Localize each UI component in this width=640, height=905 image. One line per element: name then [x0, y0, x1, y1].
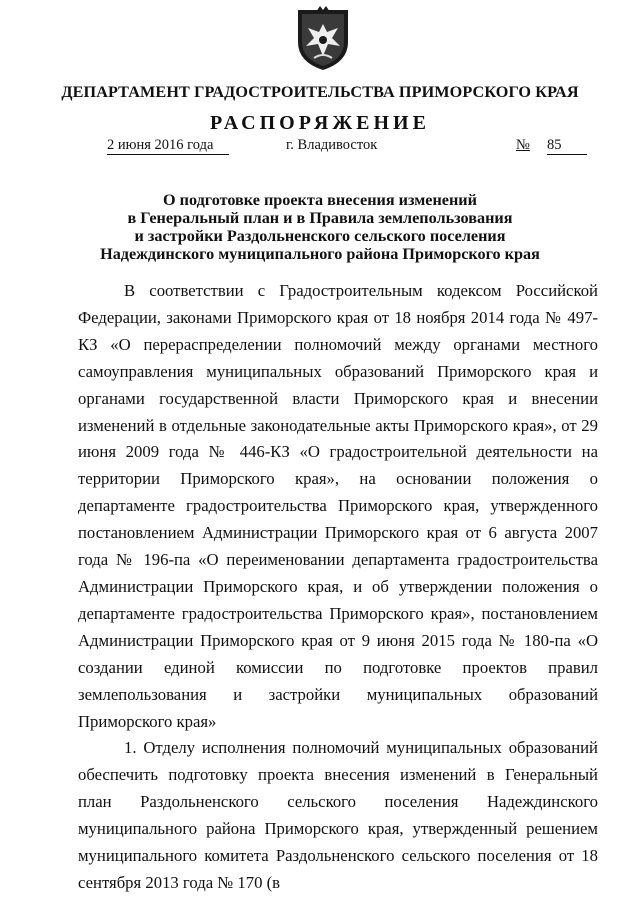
primorsky-krai-coat-of-arms-icon [294, 6, 352, 72]
preamble-paragraph: В соответствии с Градостроительным кодексом Российской Федерации, законами Приморского края от 18 ноября 2014 года № 497-КЗ «О перераспределении полномочий между органами местного самоуправления муниципальных образований Приморского края и органами государственной власти Приморского края и внесении изменений в отдельные законодательные акты Приморского края», от 29 июня 2009 года № 446-КЗ «О градостроительной деятельности на территории Приморского края», на основании положения о департаменте градостроительства Приморского края, утвержденного постановлением Администрации Приморского края от 6 августа 2007 года № 196-па «О переименовании департамента градостроительства Администрации Приморского края, и об утверждении положения о департаменте градостроительства Приморского края», постановлением Администрации Приморского края от 9 июня 2015 года № 180-па «О создании единой комиссии по подготовке проектов правил землепользования и застройки муниципальных образований Приморского края» [78, 281, 598, 731]
title-line: Надеждинского муниципального района Приморского края [100, 245, 540, 263]
title-line: в Генеральный план и в Правила землепользования [127, 209, 513, 227]
document-city: г. Владивосток [286, 137, 378, 153]
document-number-label: № [516, 137, 530, 153]
item-1-paragraph: 1. Отделу исполнения полномочий муниципальных образований обеспечить подготовку проекта внесения изменений в Генеральный план Раздольненского сельского поселения Надеждинского муниципального района Приморского края, утвержденный решением муниципального комитета Раздольненского сельского поселения от 18 сентября 2013 года № 170 (в [78, 738, 598, 892]
document-date: 2 июня 2016 года [107, 137, 229, 155]
document-number: 85 [547, 137, 587, 155]
department-name: ДЕПАРТАМЕНТ ГРАДОСТРОИТЕЛЬСТВА ПРИМОРСКОГО КРАЯ [61, 83, 579, 101]
document-type: РАСПОРЯЖЕНИЕ [210, 112, 430, 134]
document-body [78, 278, 598, 897]
title-line: и застройки Раздольненского сельского поселения [134, 227, 506, 245]
document-title [80, 191, 560, 263]
title-line: О подготовке проекта внесения изменений [163, 191, 477, 209]
